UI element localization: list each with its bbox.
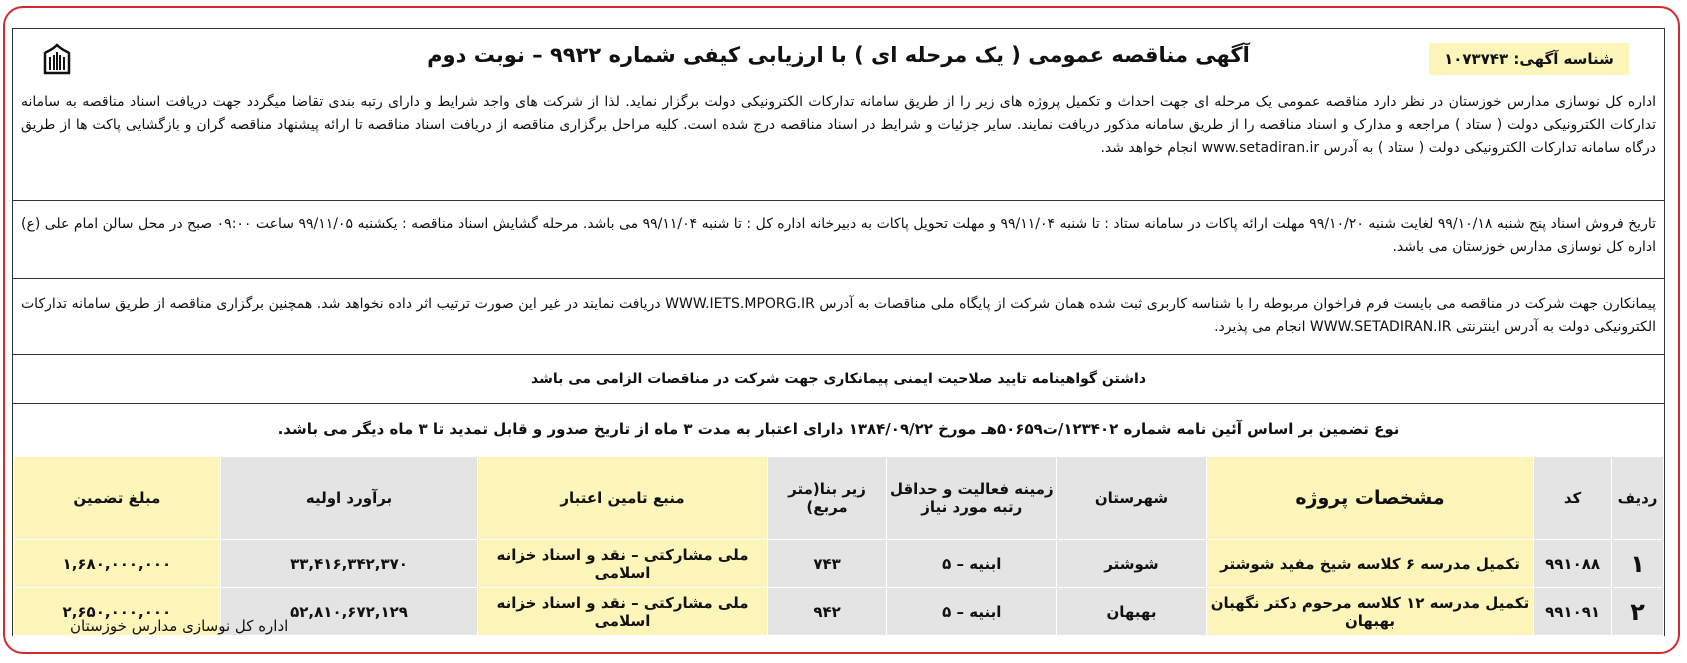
dates-paragraph: تاریخ فروش اسناد پنج شنبه ۹۹/۱۰/۱۸ لغایت شنبه ۹۹/۱۰/۲۰ مهلت ارائه پاکات در سامانه ستاد : تا شنبه ۹۹/۱۱/۰۴ و مهلت تحویل پاکات به دبیرخانه اداره کل : تا شنبه ۹۹/۱۱/۰۴ می باشد. مرحله گشایش اسناد مناقصه : یکشنبه ۹۹/۱۱/۰۵ ساعت ۰۹:۰۰ صبح در محل سالن امام علی (ع) اداره کل نوسازی مدارس خوزستان می باشد. — [13, 201, 1664, 279]
cell-city: بهبهان — [1057, 588, 1207, 636]
cell-funding: ملی مشارکتی – نقد و اسناد خزانه اسلامی — [478, 588, 767, 636]
projects-table — [13, 456, 1664, 636]
table-row — [14, 540, 1664, 588]
cell-guarantee: ۲,۶۵۰,۰۰۰,۰۰۰ — [14, 588, 221, 636]
header-estimate: برآورد اولیه — [220, 457, 478, 540]
cell-funding: ملی مشارکتی – نقد و اسناد خزانه اسلامی — [478, 540, 767, 588]
cell-area: ۹۴۲ — [767, 588, 887, 636]
cell-field: ابنیه – ۵ — [887, 588, 1057, 636]
cell-area: ۷۴۳ — [767, 540, 887, 588]
header-city: شهرستان — [1057, 457, 1207, 540]
intro-paragraph: اداره کل نوسازی مدارس خوزستان در نظر دارد مناقصه عمومی یک مرحله ای جهت احداث و تکمیل پروژه های زیر را از طریق سامانه تدارکات الکترونیکی دولت برگزار نماید. لذا از شرکت های واجد شرایط و دارای رتبه بندی تقاضا میگردد جهت دریافت اسناد مناقصه به سامانه تدارکات الکترونیکی دولت ( ستاد ) مراجعه و مدارک و اسناد مناقصه را از طریق سامانه مذکور دریافت نمایند. سایر جزئیات و شرایط در اسناد مناقصه درج شده است. کلیه مراحل برگزاری مناقصه از دریافت اسناد مناقصه تا ارائه پیشنهاد مناقصه گران و بازگشایی پاکت ها از طریق درگاه سامانه تدارکات الکترونیکی دولت ( ستاد ) به آدرس www.setadiran.ir انجام خواهد شد. — [13, 91, 1664, 201]
cell-row-number: ۲ — [1612, 588, 1664, 636]
organization-logo-icon — [41, 43, 73, 77]
header-row-number: ردیف — [1612, 457, 1664, 540]
cell-estimate: ۳۳,۴۱۶,۳۴۲,۳۷۰ — [220, 540, 478, 588]
header-code: کد — [1534, 457, 1612, 540]
cell-project: تکمیل مدرسه ۶ کلاسه شیخ مفید شوشتر — [1206, 540, 1533, 588]
header-guarantee: مبلغ تضمین — [14, 457, 221, 540]
cell-estimate: ۵۲,۸۱۰,۶۷۲,۱۲۹ — [220, 588, 478, 636]
header-field: زمینه فعالیت و حداقل رتبه مورد نیاز — [887, 457, 1057, 540]
ad-title: آگهی مناقصه عمومی ( یک مرحله ای ) با ارزیابی کیفی شماره ۹۹۲۲ – نوبت دوم — [427, 43, 1250, 67]
guarantee-notice: نوع تضمین بر اساس آئین نامه شماره ۱۲۳۴۰۲/ت۵۰۶۵۹هـ مورخ ۱۳۸۴/۰۹/۲۲ دارای اعتبار به مدت ۳ ماه از تاریخ صدور و قابل تمدید تا ۳ ماه دیگر می باشد. — [13, 403, 1664, 457]
cell-city: شوشتر — [1057, 540, 1207, 588]
ad-header — [13, 29, 1664, 88]
footer-organization: اداره کل نوسازی مدارس خوزستان — [70, 617, 289, 635]
cell-project: تکمیل مدرسه ۱۲ کلاسه مرحوم دکتر نگهبان بهبهان — [1206, 588, 1533, 636]
table-header-row — [14, 457, 1664, 540]
header-project: مشخصات پروژه — [1206, 457, 1533, 540]
contractors-paragraph: پیمانکارن جهت شرکت در مناقصه می بایست فرم فراخوان مربوطه را با شناسه کاربری ثبت شده همان شرکت از پایگاه ملی مناقصات به آدرس WWW.IETS.MPORG.IR دریافت نمایند در غیر این صورت ترتیب اثر داده نخواهد شد. همچنین برگزاری مناقصه از طریق سامانه تدارکات الکترونیکی دولت به آدرس اینترنتی WWW.SETADIRAN.IR انجام می پذیرد. — [13, 279, 1664, 355]
ad-id-label: شناسه آگهی: ۱۰۷۳۷۴۳ — [1429, 43, 1629, 75]
cell-guarantee: ۱,۶۸۰,۰۰۰,۰۰۰ — [14, 540, 221, 588]
header-area: زیر بنا(متر مربع) — [767, 457, 887, 540]
cell-row-number: ۱ — [1612, 540, 1664, 588]
ad-body — [12, 28, 1665, 636]
cell-code: ۹۹۱۰۸۸ — [1534, 540, 1612, 588]
certificate-notice: داشتن گواهینامه تایید صلاحیت ایمنی پیمانکاری جهت شرکت در مناقصات الزامی می باشد — [13, 355, 1664, 404]
header-funding: منبع تامین اعتبار — [478, 457, 767, 540]
cell-code: ۹۹۱۰۹۱ — [1534, 588, 1612, 636]
cell-field: ابنیه – ۵ — [887, 540, 1057, 588]
